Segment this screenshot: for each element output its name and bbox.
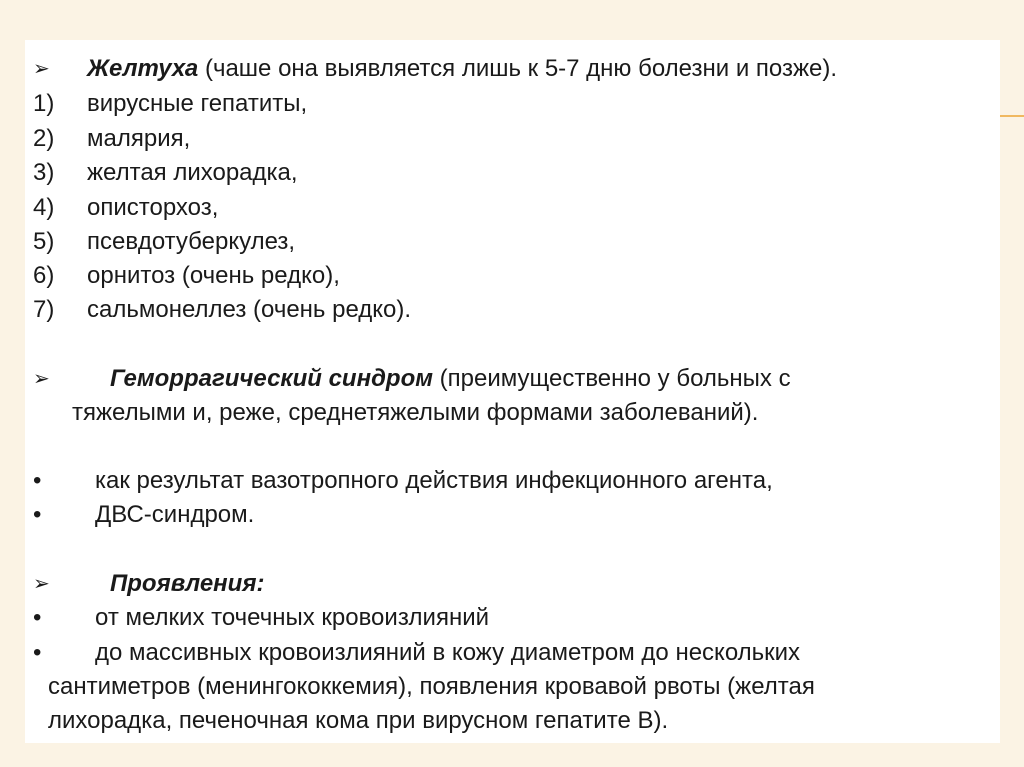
accent-line bbox=[1000, 115, 1024, 117]
bullet-icon: • bbox=[33, 467, 42, 494]
slide-content: ➢ Желтуха (чаше она выявляется лишь к 5-7 дню болезни и позже). 1) вирусные гепатиты, 2) малярия, 3) желтая лихорадка, 4) описторхоз, 5) псевдотуберкулез, 6) орнитоз (очень редко), 7) сальмонеллез (очень редко). ➢ Геморрагический синдром (преимущественно у больных с тяжелыми и, реже, среднетяжелыми формами заболеваний). • как результат вазотропного действия инфекционного агента, • ДВС-синдром. ➢ Проявления: • от мелких точечных кровоизлияний • до массивных кровоизлияний в кожу диаметром до нескольких сантиметров (менингококкемия), появления кровавой рвоты (желтая лихорадка, печеночная кома при вирусном гепатите В). bbox=[25, 40, 1000, 743]
bullet-icon: • bbox=[33, 501, 42, 528]
list-number: 4) bbox=[33, 194, 55, 221]
list-item-text: желтая лихорадка, bbox=[87, 159, 298, 186]
manifestations-heading: Проявления: bbox=[110, 570, 265, 597]
bullet-text: ДВС-синдром. bbox=[95, 501, 255, 528]
jaundice-note: (чаше она выявляется лишь к 5-7 дню болезни и позже). bbox=[198, 55, 838, 82]
bullet-text: от мелких точечных кровоизлияний bbox=[95, 604, 490, 631]
arrow-bullet-icon: ➢ bbox=[33, 573, 50, 595]
list-item-text: орнитоз (очень редко), bbox=[87, 262, 340, 289]
bullet-text: до массивных кровоизлияний в кожу диаметром до нескольких bbox=[95, 639, 801, 666]
jaundice-heading: Желтуха bbox=[87, 55, 199, 82]
arrow-bullet-icon: ➢ bbox=[33, 368, 50, 390]
list-item-text: сальмонеллез (очень редко). bbox=[87, 296, 412, 323]
list-item-text: описторхоз, bbox=[87, 194, 219, 221]
arrow-bullet-icon: ➢ bbox=[33, 58, 50, 80]
list-item-text: псевдотуберкулез, bbox=[87, 228, 296, 255]
list-number: 3) bbox=[33, 159, 55, 186]
list-item-text: малярия, bbox=[87, 125, 191, 152]
list-number: 6) bbox=[33, 262, 55, 289]
list-number: 5) bbox=[33, 228, 55, 255]
hemorrhagic-heading: Геморрагический синдром bbox=[110, 365, 433, 392]
hemorrhagic-note: (преимущественно у больных с bbox=[432, 365, 791, 392]
list-number: 7) bbox=[33, 296, 55, 323]
bullet-icon: • bbox=[33, 639, 42, 666]
list-number: 2) bbox=[33, 125, 55, 152]
bullet-icon: • bbox=[33, 604, 42, 631]
list-item-text: вирусные гепатиты, bbox=[87, 90, 308, 117]
bullet-text: как результат вазотропного действия инфекционного агента, bbox=[95, 467, 773, 494]
list-number: 1) bbox=[33, 90, 55, 117]
